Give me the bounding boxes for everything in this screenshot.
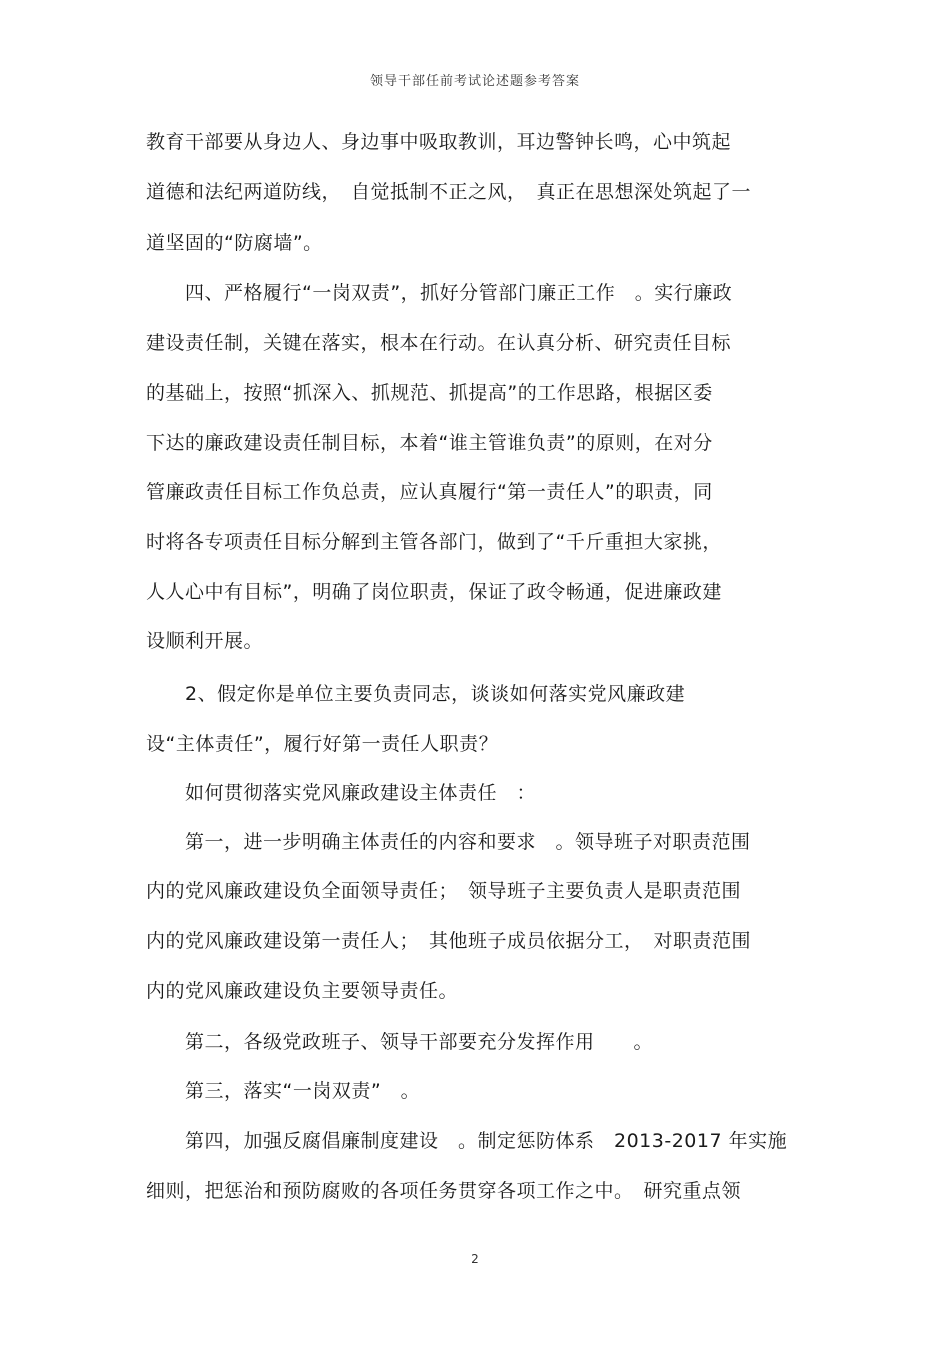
text-line: 第四，加强反腐倡廉制度建设 。制定惩防体系 2013-2017 年实施 <box>146 1130 788 1152</box>
text-line: 如何贯彻落实党风廉政建设主体责任 ： <box>146 782 537 804</box>
text-line: 内的党风廉政建设负全面领导责任； 领导班子主要负责人是职责范围 <box>146 880 742 902</box>
text-line: 下达的廉政建设责任制目标，本着“谁主管谁负责”的原则，在对分 <box>146 432 713 454</box>
text-line: 第一，进一步明确主体责任的内容和要求 。领导班子对职责范围 <box>146 831 751 853</box>
text-line: 管廉政责任目标工作负总责，应认真履行“第一责任人”的职责，同 <box>146 481 713 503</box>
text-line: 建设责任制，关键在落实，根本在行动。在认真分析、研究责任目标 <box>146 332 732 354</box>
text-line: 设顺利开展。 <box>146 630 264 652</box>
text-line: 人人心中有目标”，明确了岗位职责，保证了政令畅通，促进廉政建 <box>146 581 722 603</box>
text-line: 教育干部要从身边人、身边事中吸取教训，耳边警钟长鸣，心中筑起 <box>146 131 732 153</box>
page-header: 领导干部任前考试论述题参考答案 <box>369 74 580 89</box>
question-line: 设“主体责任”，履行好第一责任人职责？ <box>146 733 499 755</box>
text-line: 细则，把惩治和预防腐败的各项任务贯穿各项工作之中。 研究重点领 <box>146 1180 742 1202</box>
question-line: 2、假定你是单位主要负责同志，谈谈如何落实党风廉政建 <box>146 683 686 705</box>
text-line: 第二，各级党政班子、领导干部要充分发挥作用 。 <box>146 1031 654 1053</box>
text-line: 道德和法纪两道防线， 自觉抵制不正之风， 真正在思想深处筑起了一 <box>146 181 752 203</box>
text-line: 时将各专项责任目标分解到主管各部门，做到了“千斤重担大家挑， <box>146 531 722 553</box>
text-line: 第三，落实“一岗双责” 。 <box>146 1080 421 1102</box>
text-line: 四、严格履行“一岗双责”，抓好分管部门廉正工作 。实行廉政 <box>146 282 733 304</box>
page-number: 2 <box>471 1252 479 1266</box>
text-line: 内的党风廉政建设第一责任人； 其他班子成员依据分工， 对职责范围 <box>146 930 752 952</box>
text-line: 的基础上，按照“抓深入、抓规范、抓提高”的工作思路，根据区委 <box>146 382 713 404</box>
text-line: 内的党风廉政建设负主要领导责任。 <box>146 980 459 1002</box>
text-line: 道坚固的“防腐墙”。 <box>146 232 323 254</box>
